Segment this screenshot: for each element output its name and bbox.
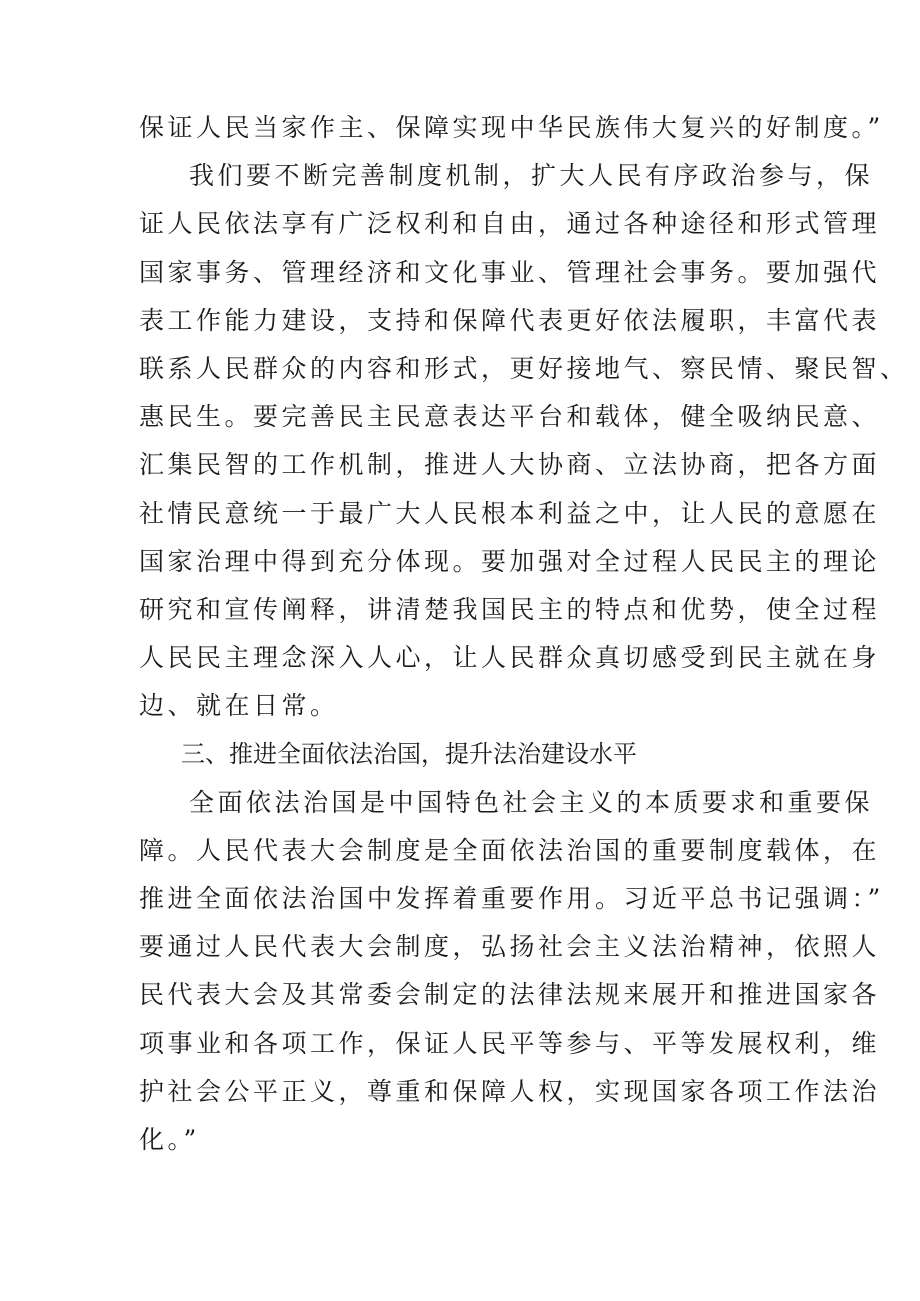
paragraph-first-line: 我们要不断完善制度机制，扩大人民有序政治参与，保 (189, 161, 874, 191)
text-line: 化。” (139, 1124, 200, 1154)
text-line: 国家治理中得到充分体现。要加强对全过程人民民主的理论 (139, 546, 881, 576)
text-line: 障。人民代表大会制度是全面依法治国的重要制度载体，在 (139, 835, 881, 865)
text-line: 联系人民群众的内容和形式，更好接地气、察民情、聚民智、 (139, 353, 909, 383)
document-body (139, 104, 909, 1164)
text-line: 要通过人民代表大会制度，弘扬社会主义法治精神，依照人 (139, 932, 881, 962)
text-line: 研究和宣传阐释，讲清楚我国民主的特点和优势，使全过程 (139, 594, 881, 624)
text-line: 推进全面依法治国中发挥着重要作用。习近平总书记强调：” (139, 884, 884, 913)
text-line: 边、就在日常。 (139, 691, 339, 721)
paragraph-first-line: 全面依法治国是中国特色社会主义的本质要求和重要保 (189, 787, 874, 817)
text-line: 社情民意统一于最广大人民根本利益之中，让人民的意愿在 (139, 498, 881, 528)
section-heading: 三、推进全面依法治国，提升法治建设水平 (181, 740, 637, 769)
text-line: 民代表大会及其常委会制定的法律法规来展开和推进国家各 (139, 980, 881, 1010)
text-line: 项事业和各项工作，保证人民平等参与、平等发展权利，维 (139, 1028, 881, 1058)
text-line: 保证人民当家作主、保障实现中华民族伟大复兴的好制度。” (139, 113, 884, 142)
text-line: 国家事务、管理经济和文化事业、管理社会事务。要加强代 (139, 257, 881, 287)
text-line: 证人民依法享有广泛权利和自由，通过各种途径和形式管理 (139, 209, 881, 239)
text-line: 表工作能力建设，支持和保障代表更好依法履职，丰富代表 (139, 305, 881, 335)
text-line: 护社会公平正义，尊重和保障人权，实现国家各项工作法治 (139, 1076, 881, 1106)
text-line: 惠民生。要完善民主民意表达平台和载体，健全吸纳民意、 (139, 402, 881, 432)
text-line: 汇集民智的工作机制，推进人大协商、立法协商，把各方面 (139, 450, 881, 480)
text-line: 人民民主理念深入人心，让人民群众真切感受到民主就在身 (139, 643, 881, 673)
